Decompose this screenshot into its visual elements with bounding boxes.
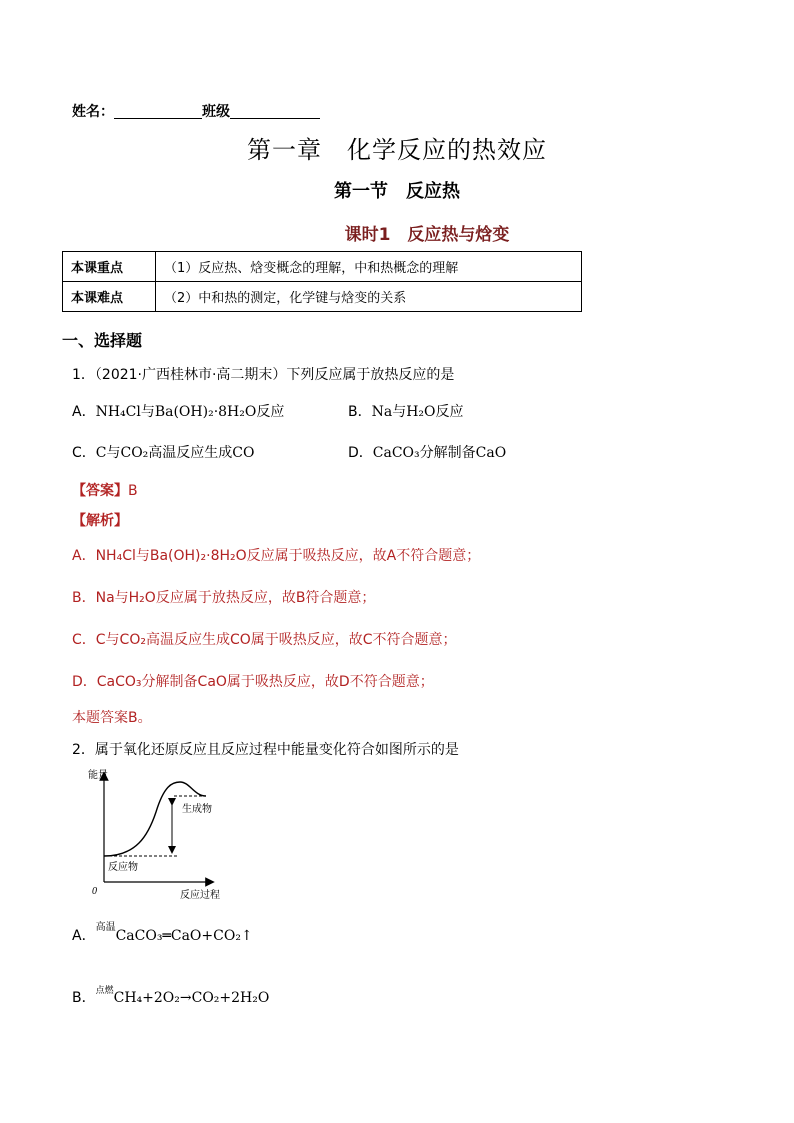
answer-value: B bbox=[128, 483, 138, 499]
option-label: A． bbox=[72, 404, 96, 420]
q1-option-c[interactable] bbox=[72, 442, 254, 462]
reaction-condition: 高温 bbox=[95, 922, 116, 933]
name-blank[interactable] bbox=[114, 104, 202, 119]
option-text: Na与H₂O反应 bbox=[371, 404, 464, 420]
reactant-label: 反应物 bbox=[108, 862, 138, 873]
energy-diagram bbox=[88, 764, 248, 904]
origin-label: 0 bbox=[92, 886, 97, 897]
chapter-title: 第一章 化学反应的热效应 bbox=[247, 136, 547, 164]
option-label: A． bbox=[72, 928, 96, 944]
product-label: 生成物 bbox=[182, 804, 212, 815]
class-blank[interactable] bbox=[230, 104, 320, 119]
key-cell: 本课难点 bbox=[63, 282, 156, 312]
answer-tag: 【答案】 bbox=[72, 483, 128, 499]
value-cell: （1）反应热、焓变概念的理解，中和热概念的理解 bbox=[156, 252, 582, 282]
analysis-tag: 【解析】 bbox=[72, 513, 128, 529]
lesson-title: 课时1 反应热与焓变 bbox=[344, 225, 510, 245]
q1-analysis-b: B．Na与H₂O反应属于放热反应，故B符合题意； bbox=[72, 590, 376, 606]
option-label: D． bbox=[348, 445, 373, 461]
name-label: 姓名： bbox=[72, 104, 114, 120]
name-class-line bbox=[72, 101, 320, 121]
table-row bbox=[63, 282, 582, 312]
q1-analysis-c: C．C与CO₂高温反应生成CO属于吸热反应，故C不符合题意； bbox=[72, 632, 457, 648]
table-row bbox=[63, 252, 582, 282]
q1-analysis-tag bbox=[72, 510, 128, 530]
q1-answer bbox=[72, 480, 138, 500]
q1-stem: 1．（2021·广西桂林市·高二期末）下列反应属于放热反应的是 bbox=[72, 367, 455, 383]
x-axis-label: 反应过程 bbox=[180, 890, 220, 901]
section-heading: 一、选择题 bbox=[62, 331, 143, 350]
q2-option-b[interactable] bbox=[72, 983, 269, 1007]
q1-analysis-a: A．NH₄Cl与Ba(OH)₂·8H₂O反应属于吸热反应，故A不符合题意； bbox=[72, 548, 481, 564]
reaction-condition: 点燃 bbox=[95, 986, 114, 996]
q1-option-a[interactable] bbox=[72, 401, 284, 421]
section-title: 第一节 反应热 bbox=[334, 181, 460, 202]
option-text: CaCO₃分解制备CaO bbox=[372, 445, 507, 461]
q1-conclusion: 本题答案B。 bbox=[72, 710, 152, 726]
option-label: C． bbox=[72, 445, 96, 461]
value-cell: （2）中和热的测定，化学键与焓变的关系 bbox=[156, 282, 582, 312]
option-text: CH₄+2O₂→CO₂+2H₂O bbox=[113, 990, 270, 1006]
q2-option-a[interactable] bbox=[72, 918, 253, 945]
option-text: CaCO₃═CaO+CO₂↑ bbox=[115, 928, 253, 944]
key-cell: 本课重点 bbox=[63, 252, 156, 282]
q1-analysis-d: D．CaCO₃分解制备CaO属于吸热反应，故D不符合题意； bbox=[72, 674, 434, 690]
option-label: B． bbox=[348, 404, 372, 420]
q1-option-d[interactable] bbox=[348, 442, 506, 462]
key-points-table bbox=[62, 251, 582, 312]
energy-curve bbox=[104, 782, 206, 856]
option-label: B． bbox=[72, 990, 96, 1006]
y-axis-label: 能量 bbox=[88, 770, 108, 781]
class-label: 班级 bbox=[202, 104, 230, 120]
q2-stem: 2．属于氧化还原反应且反应过程中能量变化符合如图所示的是 bbox=[72, 742, 459, 758]
option-text: NH₄Cl与Ba(OH)₂·8H₂O反应 bbox=[95, 404, 285, 420]
option-text: C与CO₂高温反应生成CO bbox=[95, 445, 255, 461]
q1-option-b[interactable] bbox=[348, 401, 464, 421]
